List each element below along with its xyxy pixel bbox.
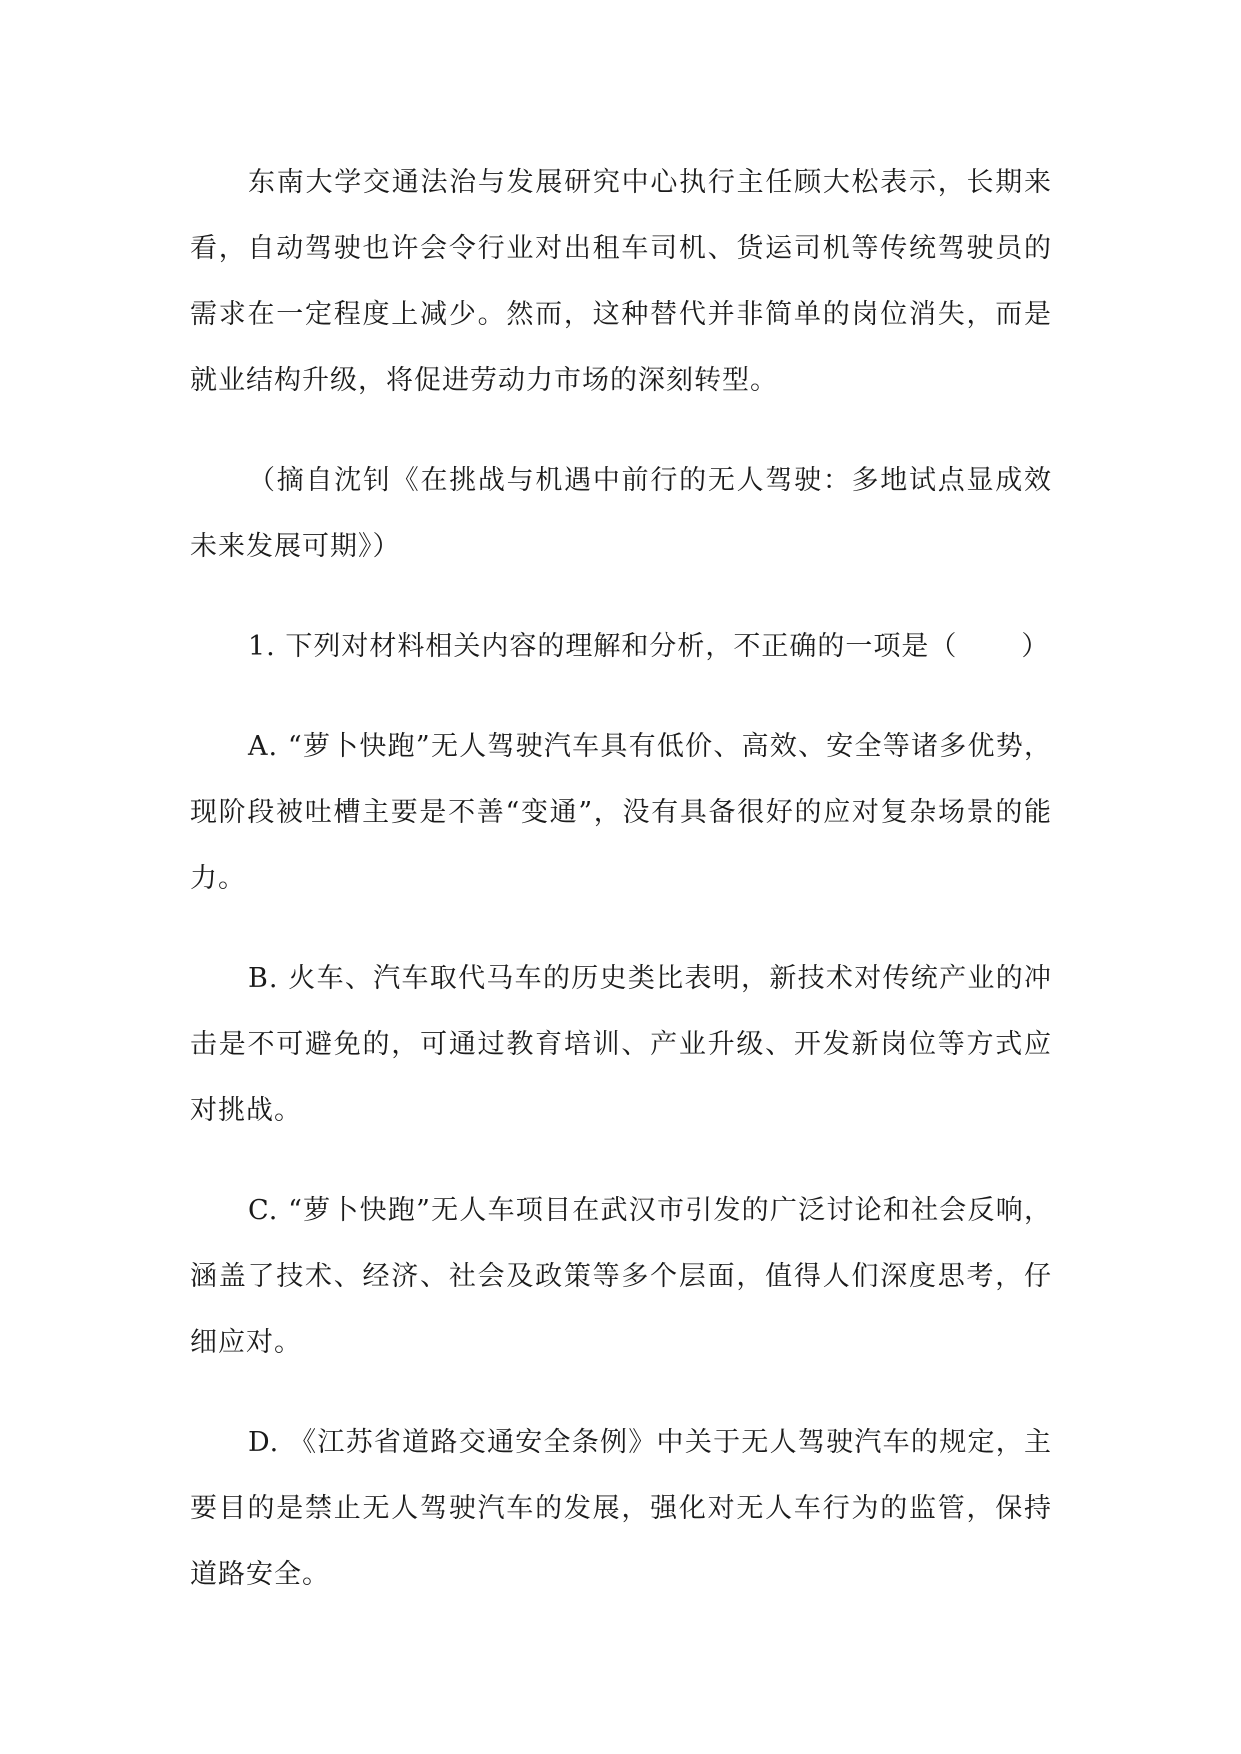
document-page	[190, 150, 1052, 1642]
question-stem	[190, 614, 1052, 680]
option-a: A. “萝卜快跑”无人驾驶汽车具有低价、高效、安全等诸多优势，现阶段被吐槽主要是不善“变通”，没有具备很好的应对复杂场景的能力。	[190, 731, 1052, 894]
option-b: B. 火车、汽车取代马车的历史类比表明，新技术对传统产业的冲击是不可避免的，可通过教育培训、产业升级、开发新岗位等方式应对挑战。	[190, 963, 1052, 1126]
passage-citation: （摘自沈钊《在挑战与机遇中前行的无人驾驶：多地试点显成效未来发展可期》）	[190, 465, 1052, 562]
question-stem-text: 1. 下列对材料相关内容的理解和分析，不正确的一项是（	[248, 631, 958, 662]
question-stem-close: ）	[1021, 631, 1050, 662]
option-d: D. 《江苏省道路交通安全条例》中关于无人驾驶汽车的规定，主要目的是禁止无人驾驶汽车的发展，强化对无人车行为的监管，保持道路安全。	[190, 1427, 1052, 1590]
passage-paragraph: 东南大学交通法治与发展研究中心执行主任顾大松表示，长期来看，自动驾驶也许会令行业对出租车司机、货运司机等传统驾驶员的需求在一定程度上减少。然而，这种替代并非简单的岗位消失，而是就业结构升级，将促进劳动力市场的深刻转型。	[190, 167, 1052, 396]
option-c: C. “萝卜快跑”无人车项目在武汉市引发的广泛讨论和社会反响，涵盖了技术、经济、社会及政策等多个层面，值得人们深度思考，仔细应对。	[190, 1195, 1052, 1358]
